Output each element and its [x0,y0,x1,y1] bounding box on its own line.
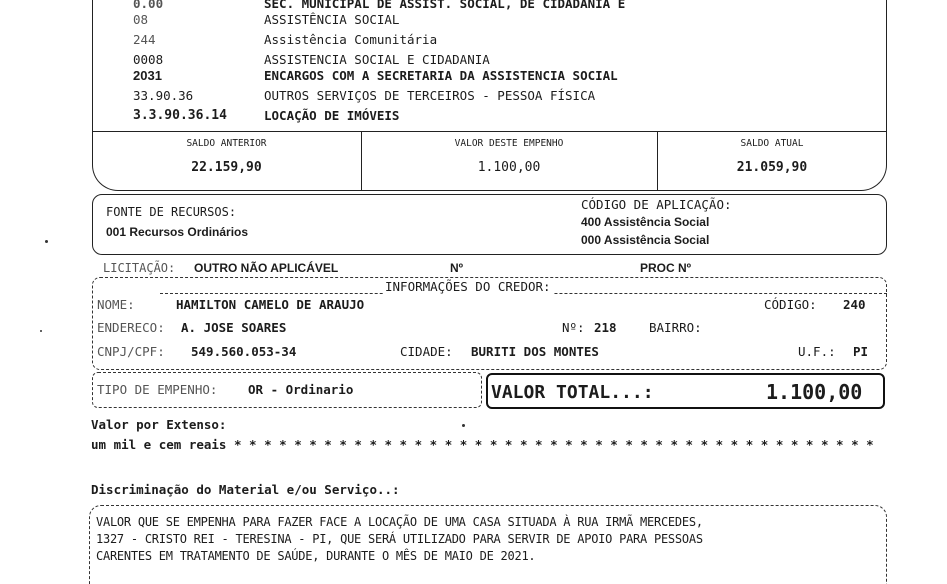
nome-label: NOME: [97,297,135,312]
credor-uf: PI [853,344,869,359]
credor-cidade: BURITI DOS MONTES [471,344,599,359]
account-code: 244 [133,32,156,47]
credor-numero: 218 [594,320,617,335]
fonte-label: FONTE DE RECURSOS: [106,205,237,219]
tipo-empenho-label: TIPO DE EMPENHO: [97,382,218,397]
codigo-label: CÓDIGO: [764,297,817,312]
extenso-label: Valor por Extenso: [91,417,227,432]
codigo-aplicacao-label: CÓDIGO DE APLICAÇÃO: [581,197,732,212]
account-description: ASSISTENCIA SOCIAL E CIDADANIA [264,52,490,67]
scan-speck [462,424,465,427]
licitacao-label: LICITAÇÃO: [103,261,176,275]
account-code: 08 [133,12,149,27]
cnpj-label: CNPJ/CPF: [97,344,165,359]
credor-nome: HAMILTON CAMELO DE ARAUJO [176,297,365,312]
account-code: 0.00 [133,0,164,11]
account-code: 2031 [133,68,162,83]
uf-label: U.F.: [798,344,836,359]
scan-speck [45,240,48,243]
numero-label: Nº: [562,320,585,335]
saldo-atual-label: SALDO ATUAL [740,138,804,149]
balance-divider [92,131,887,132]
discriminacao-line: VALOR QUE SE EMPENHA PARA FAZER FACE A LOCAÇÃO DE UMA CASA SITUADA À RUA IRMÃ MERCEDES, [96,515,703,529]
valor-empenho-label: VALOR DESTE EMPENHO [454,138,564,149]
saldo-atual-value: 21.059,90 [736,160,808,175]
bairro-label: BAIRRO: [649,320,702,335]
codigo-aplicacao-line: 400 Assistência Social [581,215,710,229]
discriminacao-line: CARENTES EM TRATAMENTO DE SAÚDE, DURANTE O MÊS DE MAIO DE 2021. [96,549,536,563]
saldo-anterior-value: 22.159,90 [191,160,262,175]
account-description: SEC. MUNICIPAL DE ASSIST. SOCIAL, DE CIDADANIA E [264,0,626,11]
endereco-label: ENDERECO: [97,320,165,335]
account-code: 0008 [133,52,164,67]
account-description: ENCARGOS COM A SECRETARIA DA ASSISTENCIA SOCIAL [264,68,618,83]
credor-cnpj: 549.560.053-34 [191,344,297,359]
account-description: OUTROS SERVIÇOS DE TERCEIROS - PESSOA FÍSICA [264,88,596,103]
account-description: Assistência Comunitária [264,32,438,47]
licitacao-value: OUTRO NÃO APLICÁVEL [194,261,339,275]
tipo-empenho-value: OR - Ordinario [248,382,354,397]
credor-title: INFORMAÇÕES DO CREDOR: [385,279,551,294]
extenso-value: um mil e cem reais * * * * * * * * * * * * * * * * * * * * * * * * * * * * * * * * * * * * * * * * * * * [91,437,874,452]
account-code: 33.90.36 [133,88,194,103]
fonte-value: 001 Recursos Ordinários [106,225,249,239]
valor-total-value: 1.100,00 [766,380,863,404]
codigo-aplicacao-line: 000 Assistência Social [581,233,710,247]
account-description: LOCAÇÃO DE IMÓVEIS [264,108,400,123]
discriminacao-label: Discriminação do Material e/ou Serviço..: [91,482,400,497]
licitacao-numero-label: Nº [450,261,464,275]
credor-endereco: A. JOSE SOARES [181,320,287,335]
proc-numero-label: PROC Nº [640,261,692,275]
account-description: ASSISTÊNCIA SOCIAL [264,12,400,27]
valor-empenho-value: 1.100,00 [477,160,541,175]
credor-codigo: 240 [843,297,866,312]
scan-speck [40,330,42,332]
cidade-label: CIDADE: [400,344,453,359]
valor-total-label: VALOR TOTAL...: [491,382,654,403]
discriminacao-line: 1327 - CRISTO REI - TERESINA - PI, QUE SERÁ UTILIZADO PARA SERVIR DE APOIO PARA PESSOAS [96,532,703,546]
account-code: 3.3.90.36.14 [133,108,227,123]
saldo-anterior-label: SALDO ANTERIOR [186,138,267,149]
